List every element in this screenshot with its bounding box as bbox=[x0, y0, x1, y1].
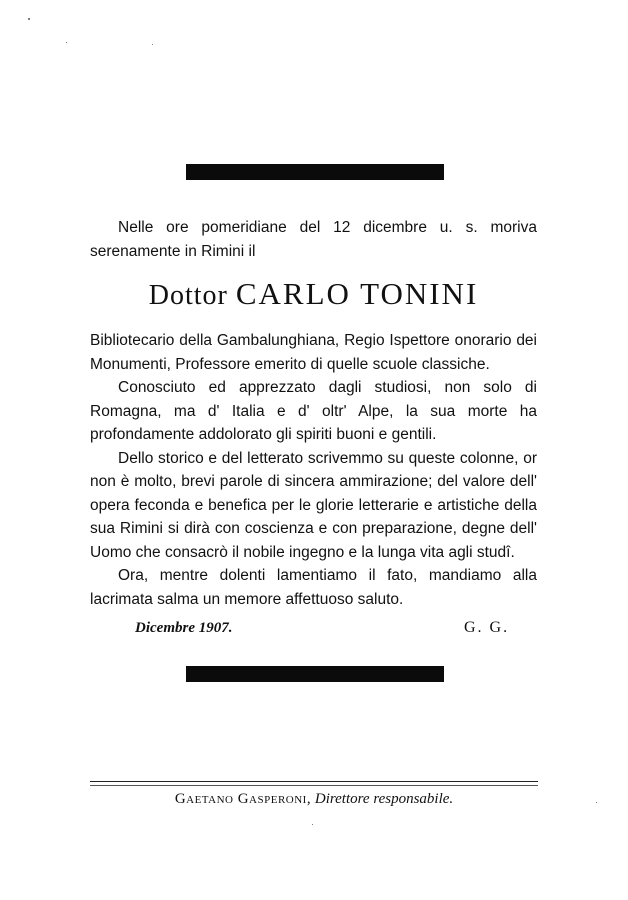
obituary-body bbox=[90, 329, 537, 611]
footer-rule bbox=[90, 781, 538, 782]
deceased-name-heading bbox=[90, 276, 537, 312]
speck-mark bbox=[152, 44, 153, 45]
editor-name: Gaetano Gasperoni, bbox=[174, 791, 312, 807]
footer-rule-thin bbox=[90, 785, 538, 786]
speck-mark bbox=[312, 824, 313, 825]
signoff-date: Dicembre 1907. bbox=[135, 620, 233, 636]
paragraph-renown: Conosciuto ed apprezzato dagli studiosi, non solo di Romagna, ma d' Italia e d' oltr' Alpe, la sua morte ha profondamente addolorato gli spiriti buoni e gentili. bbox=[90, 379, 537, 443]
editor-role: Direttore responsabile. bbox=[314, 791, 454, 807]
speck-mark bbox=[66, 42, 67, 43]
signoff-initials: G. G. bbox=[464, 619, 510, 636]
intro-text: Nelle ore pomeridiane del 12 dicembre u. s. moriva serenamente in Rimini il bbox=[90, 219, 537, 260]
paragraph-titles: Bibliotecario della Gambalunghiana, Regio Ispettore onorario dei Monumenti, Professore emerito di quelle scuole classiche. bbox=[90, 332, 537, 373]
paragraph-farewell: Ora, mentre dolenti lamentiamo il fato, mandiamo alla lacrimata salma un memore affettuoso saluto. bbox=[90, 567, 537, 608]
paragraph-tribute: Dello storico e del letterato scrivemmo su queste colonne, or non è molto, brevi parole di sincera ammirazione; del valore dell' opera feconda e benefica per le glorie letterarie e artistiche della sua Rimini si dirà con coscienza e con preparazione, degne dell' Uomo che consacrò il nobile ingegno e la lunga vita agli studî. bbox=[90, 449, 537, 561]
intro-paragraph bbox=[90, 216, 537, 263]
deceased-name: CARLO TONINI bbox=[235, 276, 479, 311]
footer-credit bbox=[90, 791, 538, 808]
speck-mark bbox=[28, 18, 30, 20]
mourning-bar-top bbox=[186, 164, 444, 180]
speck-mark bbox=[596, 802, 597, 803]
title-dottor: Dottor bbox=[148, 280, 228, 311]
mourning-bar-bottom bbox=[186, 666, 444, 682]
